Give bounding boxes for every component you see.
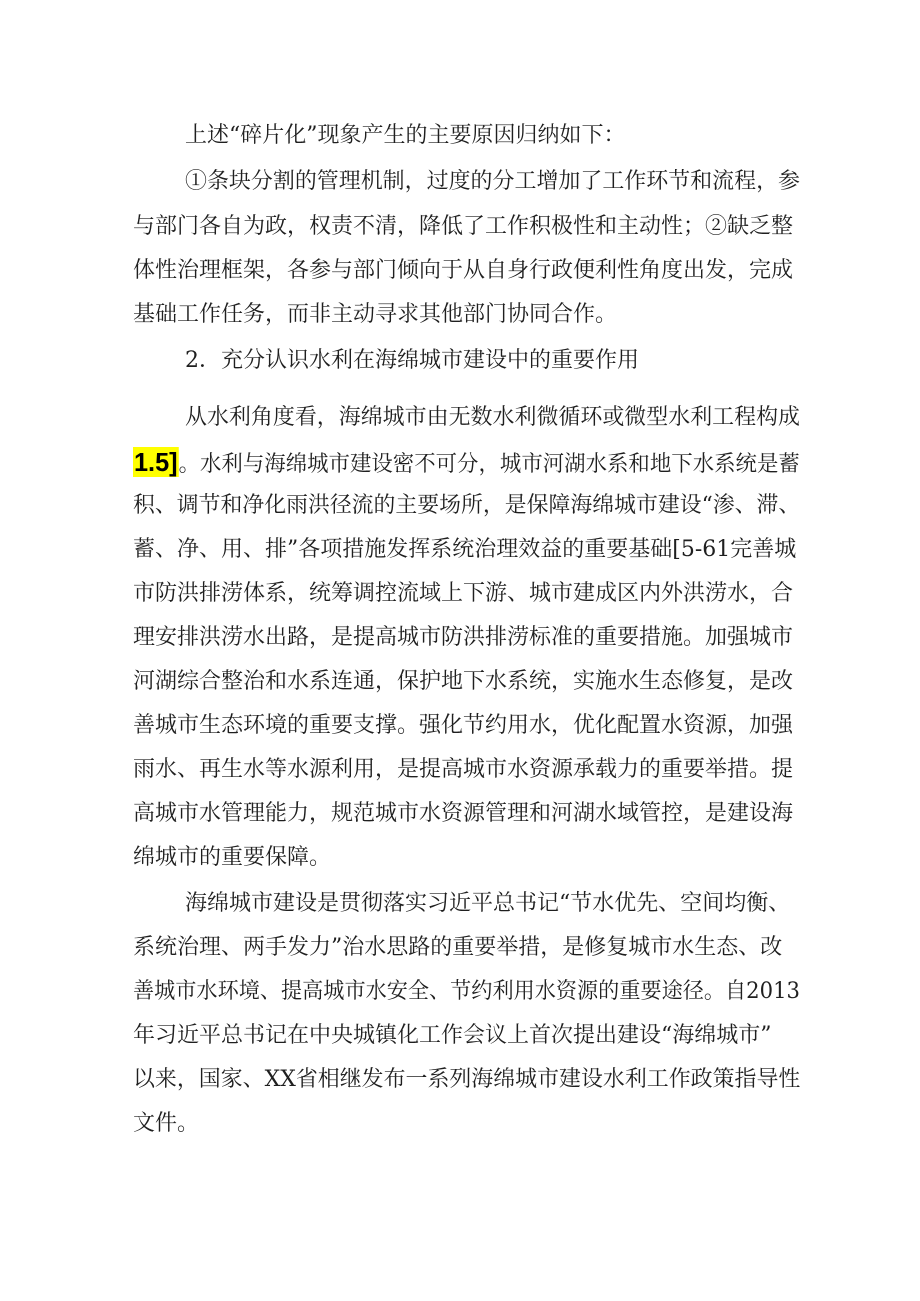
paragraph-line: 海绵城市建设是贯彻落实习近平总书记“节水优先、空间均衡、 — [185, 891, 791, 916]
paragraph-line: 积、调节和净化雨洪径流的主要场所，是保障海绵城市建设“渗、滞、 — [133, 493, 801, 518]
causes-line: 体性治理框架，各参与部门倾向于从自身行政便利性角度出发，完成 — [133, 258, 794, 283]
paragraph-line: 高城市水管理能力，规范城市水资源管理和河湖水域管控，是建设海 — [133, 801, 794, 826]
paragraph-line: 从水利角度看，海绵城市由无数水利微循环或微型水利工程构成 — [185, 405, 801, 430]
citation-highlight: 1.5] — [133, 447, 178, 477]
paragraph-line: 蓄、净、用、排”各项措施发挥系统治理效益的重要基础[5-61完善城 — [133, 537, 797, 562]
paragraph-line: 以来，国家、XX省相继发布一系列海绵城市建设水利工作政策指导性 — [133, 1067, 801, 1092]
paragraph-line: 雨水、再生水等水源利用，是提高城市水资源承载力的重要举措。提 — [133, 757, 794, 782]
paragraph-line-with-citation — [133, 447, 800, 480]
intro-line: 上述“碎片化”现象产生的主要原因归纳如下： — [185, 123, 626, 148]
paragraph-line: 理安排洪涝水出路，是提高城市防洪排涝标准的重要措施。加强城市 — [133, 625, 794, 650]
paragraph-line-rest: 。水利与海绵城市建设密不可分，城市河湖水系和地下水系统是蓄 — [178, 452, 800, 477]
causes-line: 基础工作任务，而非主动寻求其他部门协同合作。 — [133, 302, 618, 327]
paragraph-line: 文件。 — [133, 1111, 200, 1136]
paragraph-line: 河湖综合整治和水系连通，保护地下水系统，实施水生态修复，是改 — [133, 669, 794, 694]
paragraph-line: 善城市生态环境的重要支撑。强化节约用水，优化配置水资源，加强 — [133, 713, 794, 738]
paragraph-line: 绵城市的重要保障。 — [133, 845, 332, 870]
section-heading: 2．充分认识水利在海绵城市建设中的重要作用 — [185, 348, 639, 373]
paragraph-line: 年习近平总书记在中央城镇化工作会议上首次提出建设“海绵城市” — [133, 1023, 772, 1048]
paragraph-line: 市防洪排涝体系，统筹调控流域上下游、城市建成区内外洪涝水，合 — [133, 581, 794, 606]
paragraph-line: 系统治理、两手发力”治水思路的重要举措，是修复城市水生态、改 — [133, 935, 783, 960]
causes-line: 与部门各自为政，权责不清，降低了工作积极性和主动性；②缺乏整 — [133, 214, 794, 239]
paragraph-line: 善城市水环境、提高城市水安全、节约利用水资源的重要途径。自2013 — [133, 979, 801, 1004]
causes-line: ①条块分割的管理机制，过度的分工增加了工作环节和流程，参 — [185, 169, 801, 194]
